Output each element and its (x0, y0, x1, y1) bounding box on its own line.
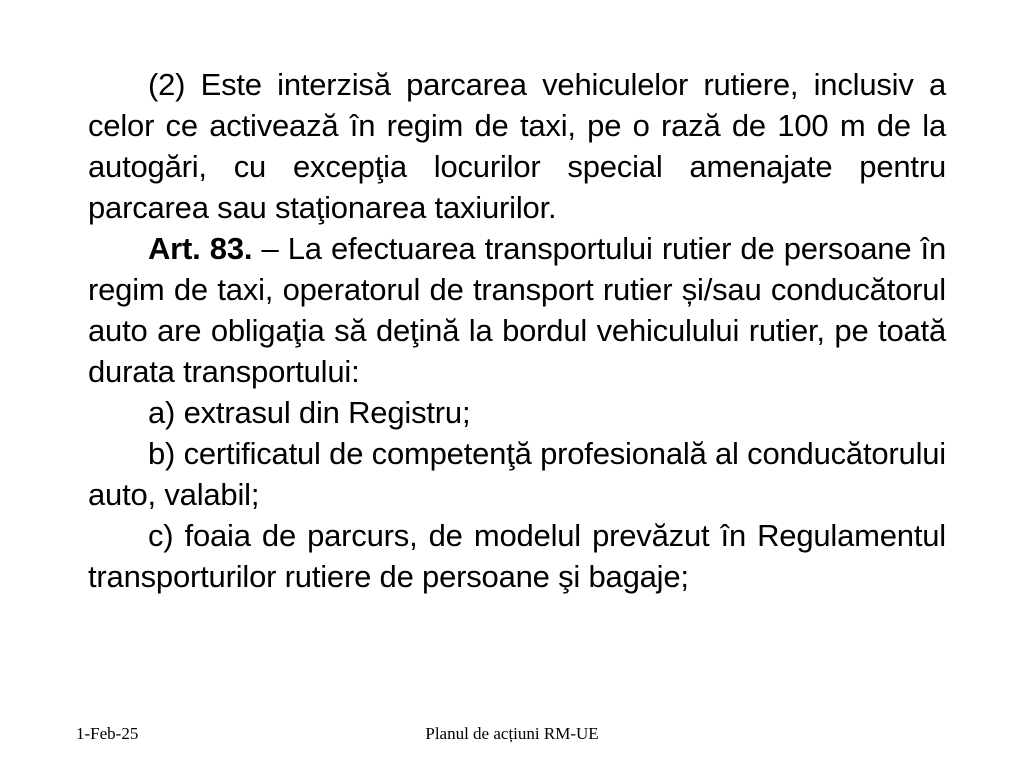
list-item-a (88, 392, 946, 433)
footer-date: 1-Feb-25 (76, 724, 139, 743)
list-item-text: c) foaia de parcurs, de modelul prevăzut în Regulamentul transporturilor rutiere de persoane şi bagaje; (88, 518, 946, 594)
paragraph-article-83 (88, 228, 946, 392)
list-item-b (88, 433, 946, 515)
slide-body (88, 64, 946, 597)
paragraph-text: – La efectuarea transportului rutier de persoane în regim de taxi, operatorul de transport rutier și/sau conducătorul auto are obligaţia să deţină la bordul vehiculului rutier, pe toată durata transportului: (88, 231, 947, 389)
paragraph-text: (2) Este interzisă parcarea vehiculelor rutiere, inclusiv a celor ce activează în regim de taxi, pe o rază de 100 m de la autogări, cu excepţia locurilor special amenajate pentru parcarea sau staţionarea taxiurilor. (88, 67, 946, 225)
list-item-text: a) extrasul din Registru; (148, 395, 471, 430)
article-number: Art. 83. (148, 231, 253, 266)
list-item-text: b) certificatul de competenţă profesională al conducătorului auto, valabil; (88, 436, 946, 512)
list-item-c (88, 515, 946, 597)
footer-title: Planul de acțiuni RM-UE (425, 724, 599, 743)
paragraph-parking-ban (88, 64, 946, 228)
